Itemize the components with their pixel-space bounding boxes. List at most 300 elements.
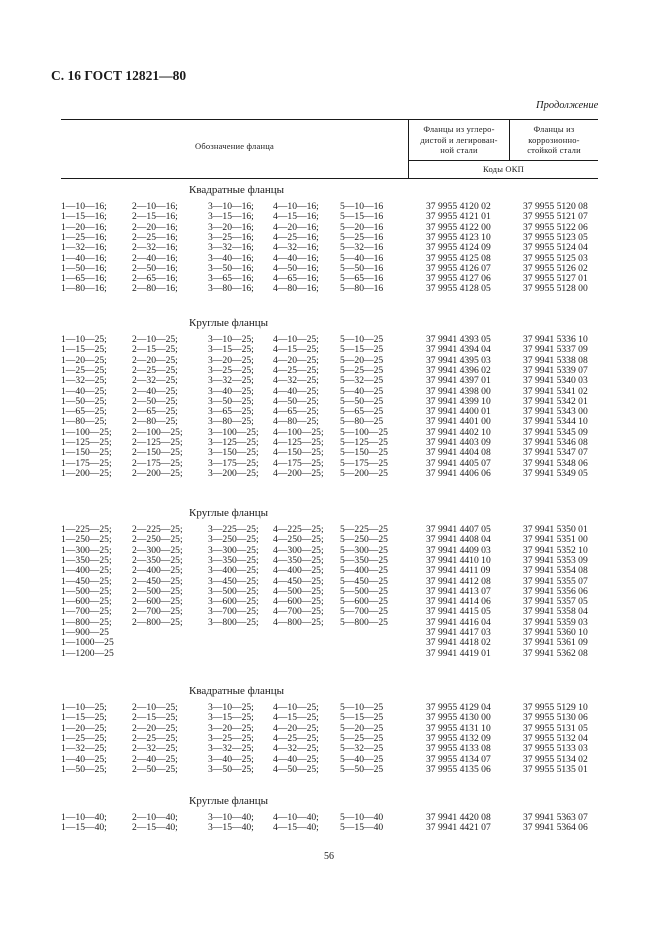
flange-designation: 5—250—25 (340, 534, 388, 546)
flange-designation: 5—65—25 (340, 406, 384, 418)
flange-designation: 5—600—25 (340, 596, 388, 608)
okp-code-carbon: 37 9955 4123 10 (426, 231, 491, 243)
header-okp-codes: Коды ОКП (483, 164, 524, 174)
okp-code-carbon: 37 9941 4420 08 (426, 812, 491, 823)
flange-designation: 2—20—16; (132, 221, 178, 233)
flange-designation: 4—50—25; (273, 395, 319, 407)
flange-designation: 1—125—25; (61, 437, 112, 448)
table-row (0, 243, 661, 253)
okp-code-carbon: 37 9955 4126 07 (426, 262, 491, 274)
okp-code-carbon: 37 9955 4120 02 (426, 201, 491, 212)
flange-designation: 1—225—25; (61, 524, 112, 535)
continued-label: Продолжение (536, 100, 599, 111)
flange-designation: 3—32—25; (208, 743, 254, 755)
flange-designation: 2—100—25; (132, 426, 183, 438)
flange-designation: 5—25—25 (340, 732, 384, 744)
flange-designation: 4—600—25; (273, 596, 324, 608)
flange-designation: 1—50—25; (61, 763, 107, 775)
section-title: Квадратные фланцы (189, 685, 285, 697)
okp-code-carbon: 37 9941 4419 01 (426, 647, 491, 659)
flange-designation: 1—700—25; (61, 606, 112, 618)
flange-designation: 1—10—16; (61, 201, 107, 212)
flange-designation: 5—15—25 (340, 344, 384, 356)
okp-code-carbon: 37 9955 4127 06 (426, 273, 491, 285)
okp-code-carbon: 37 9941 4406 06 (426, 467, 491, 479)
okp-code-carbon: 37 9941 4396 02 (426, 364, 491, 376)
flange-designation: 1—15—25; (61, 712, 107, 724)
flange-designation: 1—900—25 (61, 627, 109, 638)
flange-designation: 4—50—25; (273, 763, 319, 775)
okp-code-carbon: 37 9941 4408 04 (426, 534, 491, 546)
okp-code-stainless: 37 9941 5364 06 (523, 822, 588, 834)
flange-designation: 2—80—16; (132, 283, 178, 295)
flange-designation: 2—40—25; (132, 385, 178, 397)
flange-designation: 1—350—25; (61, 554, 112, 566)
flange-designation: 5—32—25 (340, 375, 384, 387)
flange-designation: 2—20—25; (132, 722, 178, 734)
okp-code-stainless: 37 9955 5125 03 (523, 252, 588, 264)
flange-designation: 5—80—25 (340, 416, 384, 428)
flange-designation: 2—32—25; (132, 375, 178, 387)
page-number: 56 (324, 851, 334, 862)
flange-designation: 5—175—25 (340, 457, 388, 469)
flange-designation: 3—65—16; (208, 273, 254, 285)
table-codes-rule (408, 160, 598, 161)
flange-designation: 3—80—25; (208, 416, 254, 428)
okp-code-carbon: 37 9941 4407 05 (426, 524, 491, 535)
flange-designation: 1—10—25; (61, 702, 107, 713)
flange-designation: 1—100—25; (61, 426, 112, 438)
flange-designation: 5—50—25 (340, 395, 384, 407)
flange-designation: 4—65—25; (273, 406, 319, 418)
flange-designation: 2—80—25; (132, 416, 178, 428)
flange-designation: 5—400—25 (340, 565, 388, 577)
flange-designation: 2—25—25; (132, 364, 178, 376)
okp-code-stainless: 37 9941 5337 09 (523, 344, 588, 356)
flange-designation: 2—10—40; (132, 812, 178, 823)
okp-code-carbon: 37 9941 4398 00 (426, 385, 491, 397)
flange-designation: 1—25—25; (61, 732, 107, 744)
flange-designation: 4—400—25; (273, 565, 324, 577)
okp-code-stainless: 37 9941 5347 07 (523, 447, 588, 459)
flange-designation: 5—40—16 (340, 252, 384, 264)
flange-designation: 4—20—16; (273, 221, 319, 233)
okp-code-stainless: 37 9941 5359 03 (523, 616, 588, 628)
okp-code-stainless: 37 9941 5352 10 (523, 544, 588, 556)
flange-designation: 5—20—16 (340, 221, 384, 233)
flange-designation: 4—350—25; (273, 554, 324, 566)
table-row (0, 284, 661, 294)
flange-designation: 2—25—16; (132, 231, 178, 243)
okp-code-carbon: 37 9941 4399 10 (426, 395, 491, 407)
okp-code-stainless: 37 9955 5122 06 (523, 221, 588, 233)
okp-code-carbon: 37 9955 4121 01 (426, 211, 491, 223)
flange-designation: 4—175—25; (273, 457, 324, 469)
flange-designation: 3—400—25; (208, 565, 259, 577)
flange-designation: 1—300—25; (61, 544, 112, 556)
flange-designation: 3—20—25; (208, 722, 254, 734)
flange-designation: 4—80—25; (273, 416, 319, 428)
flange-designation: 1—1200—25 (61, 647, 114, 659)
okp-code-carbon: 37 9955 4132 09 (426, 732, 491, 744)
flange-designation: 3—50—25; (208, 763, 254, 775)
okp-code-carbon: 37 9941 4397 01 (426, 375, 491, 387)
okp-code-carbon: 37 9941 4421 07 (426, 822, 491, 834)
flange-designation: 5—15—25 (340, 712, 384, 724)
header-carbon-steel (409, 124, 509, 156)
flange-designation: 3—225—25; (208, 524, 259, 535)
okp-code-stainless: 37 9941 5350 01 (523, 524, 588, 535)
flange-designation: 4—15—25; (273, 712, 319, 724)
flange-designation: 5—25—25 (340, 364, 384, 376)
okp-code-carbon: 37 9955 4129 04 (426, 702, 491, 713)
okp-code-stainless: 37 9941 5355 07 (523, 575, 588, 587)
flange-designation: 1—500—25; (61, 585, 112, 597)
flange-designation: 3—15—16; (208, 211, 254, 223)
okp-code-stainless: 37 9955 5120 08 (523, 201, 588, 212)
flange-designation: 2—10—16; (132, 201, 178, 212)
okp-code-carbon: 37 9941 4409 03 (426, 544, 491, 556)
okp-code-carbon: 37 9955 4135 06 (426, 763, 491, 775)
flange-designation: 2—20—25; (132, 354, 178, 366)
okp-code-carbon: 37 9955 4125 08 (426, 252, 491, 264)
okp-code-stainless: 37 9941 5354 08 (523, 565, 588, 577)
flange-designation: 5—50—16 (340, 262, 384, 274)
flange-designation: 3—10—25; (208, 702, 254, 713)
flange-designation: 2—50—16; (132, 262, 178, 274)
flange-designation: 4—32—25; (273, 375, 319, 387)
flange-designation: 4—200—25; (273, 467, 324, 479)
okp-code-carbon: 37 9955 4133 08 (426, 743, 491, 755)
flange-designation: 3—15—25; (208, 712, 254, 724)
flange-designation: 5—10—40 (340, 812, 384, 823)
flange-designation: 4—15—25; (273, 344, 319, 356)
header-stainless-line-1: Фланцы из (533, 124, 575, 134)
flange-designation: 4—32—16; (273, 242, 319, 254)
flange-designation: 2—32—25; (132, 743, 178, 755)
okp-code-stainless: 37 9955 5133 03 (523, 743, 588, 755)
flange-designation: 4—15—16; (273, 211, 319, 223)
flange-designation: 3—25—25; (208, 732, 254, 744)
flange-designation: 2—25—25; (132, 732, 178, 744)
flange-designation: 3—65—25; (208, 406, 254, 418)
table-row (0, 469, 661, 479)
flange-designation: 3—15—40; (208, 822, 254, 834)
flange-designation: 2—10—25; (132, 334, 178, 345)
okp-code-stainless: 37 9941 5345 09 (523, 426, 588, 438)
flange-designation: 2—40—16; (132, 252, 178, 264)
flange-designation: 3—25—25; (208, 364, 254, 376)
flange-designation: 3—10—40; (208, 812, 254, 823)
header-carbon-line-1: Фланцы из углеро- (423, 124, 495, 134)
flange-designation: 1—175—25; (61, 457, 112, 469)
okp-code-carbon: 37 9941 4402 10 (426, 426, 491, 438)
flange-designation: 2—450—25; (132, 575, 183, 587)
flange-designation: 5—225—25 (340, 524, 388, 535)
flange-designation: 5—150—25 (340, 447, 388, 459)
flange-designation: 1—20—16; (61, 221, 107, 233)
flange-designation: 4—450—25; (273, 575, 324, 587)
flange-designation: 4—125—25; (273, 437, 324, 448)
flange-designation: 3—40—25; (208, 385, 254, 397)
flange-designation: 1—600—25; (61, 596, 112, 608)
okp-code-carbon: 37 9941 4418 02 (426, 637, 491, 649)
flange-designation: 4—25—16; (273, 231, 319, 243)
okp-code-stainless: 37 9955 5130 06 (523, 712, 588, 724)
flange-designation: 1—32—25; (61, 375, 107, 387)
flange-designation: 4—300—25; (273, 544, 324, 556)
okp-code-stainless: 37 9941 5363 07 (523, 812, 588, 823)
flange-designation: 3—450—25; (208, 575, 259, 587)
flange-designation: 2—400—25; (132, 565, 183, 577)
flange-designation: 4—10—25; (273, 702, 319, 713)
flange-designation: 2—250—25; (132, 534, 183, 546)
okp-code-stainless: 37 9941 5336 10 (523, 334, 588, 345)
flange-designation: 5—800—25 (340, 616, 388, 628)
flange-designation: 1—250—25; (61, 534, 112, 546)
flange-designation: 1—1000—25 (61, 637, 114, 649)
flange-designation: 2—150—25; (132, 447, 183, 459)
flange-designation: 3—10—16; (208, 201, 254, 212)
flange-designation: 1—32—25; (61, 743, 107, 755)
flange-designation: 5—25—16 (340, 231, 384, 243)
okp-code-carbon: 37 9941 4415 05 (426, 606, 491, 618)
okp-code-carbon: 37 9941 4394 04 (426, 344, 491, 356)
flange-designation: 4—10—25; (273, 334, 319, 345)
flange-designation: 5—65—16 (340, 273, 384, 285)
flange-designation: 2—65—16; (132, 273, 178, 285)
flange-designation: 1—40—25; (61, 385, 107, 397)
flange-designation: 4—25—25; (273, 364, 319, 376)
flange-designation: 5—10—25 (340, 334, 384, 345)
table-row (0, 744, 661, 754)
flange-designation: 1—32—16; (61, 242, 107, 254)
okp-code-stainless: 37 9941 5341 02 (523, 385, 588, 397)
okp-code-carbon: 37 9955 4131 10 (426, 722, 491, 734)
flange-designation: 2—32—16; (132, 242, 178, 254)
okp-code-stainless: 37 9955 5124 04 (523, 242, 588, 254)
flange-designation: 4—250—25; (273, 534, 324, 546)
okp-code-carbon: 37 9941 4401 00 (426, 416, 491, 428)
flange-designation: 2—50—25; (132, 763, 178, 775)
okp-code-stainless: 37 9941 5342 01 (523, 395, 588, 407)
okp-code-carbon: 37 9941 4410 10 (426, 554, 491, 566)
flange-designation: 5—15—16 (340, 211, 384, 223)
flange-designation: 1—20—25; (61, 354, 107, 366)
flange-designation: 1—65—16; (61, 273, 107, 285)
header-carbon-line-3: ной стали (440, 145, 478, 155)
flange-designation: 3—50—16; (208, 262, 254, 274)
flange-designation: 5—700—25 (340, 606, 388, 618)
flange-designation: 3—25—16; (208, 231, 254, 243)
flange-designation: 4—800—25; (273, 616, 324, 628)
flange-designation: 2—15—40; (132, 822, 178, 834)
table-row (0, 649, 661, 659)
okp-code-carbon: 37 9941 4416 04 (426, 616, 491, 628)
flange-designation: 2—50—25; (132, 395, 178, 407)
okp-code-stainless: 37 9941 5349 05 (523, 467, 588, 479)
flange-designation: 5—50—25 (340, 763, 384, 775)
flange-designation: 3—250—25; (208, 534, 259, 546)
flange-designation: 4—65—16; (273, 273, 319, 285)
okp-code-stainless: 37 9955 5126 02 (523, 262, 588, 274)
flange-designation: 1—40—16; (61, 252, 107, 264)
flange-designation: 3—15—25; (208, 344, 254, 356)
flange-designation: 4—700—25; (273, 606, 324, 618)
okp-code-stainless: 37 9941 5358 04 (523, 606, 588, 618)
okp-code-stainless: 37 9941 5361 09 (523, 637, 588, 649)
flange-designation: 4—15—40; (273, 822, 319, 834)
flange-designation: 5—20—25 (340, 354, 384, 366)
okp-code-stainless: 37 9955 5131 05 (523, 722, 588, 734)
okp-code-carbon: 37 9955 4130 00 (426, 712, 491, 724)
flange-designation: 4—20—25; (273, 722, 319, 734)
flange-designation: 2—300—25; (132, 544, 183, 556)
okp-code-carbon: 37 9955 4122 00 (426, 221, 491, 233)
okp-code-carbon: 37 9955 4124 09 (426, 242, 491, 254)
flange-designation: 3—10—25; (208, 334, 254, 345)
flange-designation: 1—80—16; (61, 283, 107, 295)
flange-designation: 3—500—25; (208, 585, 259, 597)
table-header-bottom-rule (61, 178, 598, 179)
flange-designation: 5—20—25 (340, 722, 384, 734)
flange-designation: 3—350—25; (208, 554, 259, 566)
flange-designation: 2—500—25; (132, 585, 183, 597)
header-stainless-steel (510, 124, 598, 156)
flange-designation: 1—150—25; (61, 447, 112, 459)
okp-code-carbon: 37 9955 4128 05 (426, 283, 491, 295)
section-title: Круглые фланцы (189, 795, 269, 807)
flange-designation: 1—15—40; (61, 822, 107, 834)
flange-designation: 3—700—25; (208, 606, 259, 618)
flange-designation: 1—10—40; (61, 812, 107, 823)
flange-designation: 3—40—16; (208, 252, 254, 264)
flange-designation: 4—10—40; (273, 812, 319, 823)
flange-designation: 4—32—25; (273, 743, 319, 755)
flange-designation: 4—40—16; (273, 252, 319, 264)
flange-designation: 2—175—25; (132, 457, 183, 469)
table-row (0, 566, 661, 576)
flange-designation: 5—10—25 (340, 702, 384, 713)
okp-code-carbon: 37 9941 4403 09 (426, 437, 491, 448)
flange-designation: 4—10—16; (273, 201, 319, 212)
flange-designation: 1—80—25; (61, 416, 107, 428)
okp-code-stainless: 37 9955 5134 02 (523, 753, 588, 765)
flange-designation: 3—32—16; (208, 242, 254, 254)
flange-designation: 5—125—25 (340, 437, 388, 448)
flange-designation: 2—10—25; (132, 702, 178, 713)
flange-designation: 5—32—25 (340, 743, 384, 755)
flange-designation: 4—50—16; (273, 262, 319, 274)
flange-designation: 2—225—25; (132, 524, 183, 535)
flange-designation: 4—20—25; (273, 354, 319, 366)
flange-designation: 1—25—16; (61, 231, 107, 243)
okp-code-stainless: 37 9941 5343 00 (523, 406, 588, 418)
flange-designation: 4—150—25; (273, 447, 324, 459)
flange-designation: 2—800—25; (132, 616, 183, 628)
flange-designation: 5—32—16 (340, 242, 384, 254)
flange-designation: 5—100—25 (340, 426, 388, 438)
okp-code-stainless: 37 9941 5360 10 (523, 627, 588, 638)
flange-designation: 5—80—16 (340, 283, 384, 295)
okp-code-stainless: 37 9941 5351 00 (523, 534, 588, 546)
header-designation: Обозначение фланца (195, 141, 274, 151)
flange-designation: 1—450—25; (61, 575, 112, 587)
flange-designation: 3—150—25; (208, 447, 259, 459)
flange-designation: 5—450—25 (340, 575, 388, 587)
flange-designation: 1—400—25; (61, 565, 112, 577)
flange-designation: 3—200—25; (208, 467, 259, 479)
okp-code-stainless: 37 9941 5362 08 (523, 647, 588, 659)
flange-designation: 4—40—25; (273, 385, 319, 397)
flange-designation: 2—40—25; (132, 753, 178, 765)
header-stainless-line-2: коррозионно- (528, 134, 580, 145)
header-carbon-line-2: дистой и легирован- (420, 134, 498, 145)
flange-designation: 5—200—25 (340, 467, 388, 479)
flange-designation: 5—40—25 (340, 385, 384, 397)
header-stainless-line-3: стойкой стали (527, 145, 581, 155)
table-row (0, 765, 661, 775)
okp-code-stainless: 37 9955 5127 01 (523, 273, 588, 285)
flange-designation: 5—15—40 (340, 822, 384, 834)
flange-designation: 3—300—25; (208, 544, 259, 556)
flange-designation: 1—40—25; (61, 753, 107, 765)
okp-code-stainless: 37 9941 5357 05 (523, 596, 588, 608)
flange-designation: 1—800—25; (61, 616, 112, 628)
okp-code-carbon: 37 9941 4417 03 (426, 627, 491, 638)
table-row (0, 823, 661, 833)
okp-code-carbon: 37 9941 4413 07 (426, 585, 491, 597)
section-title: Круглые фланцы (189, 507, 269, 519)
section-title: Квадратные фланцы (189, 184, 285, 196)
table-top-rule (61, 119, 598, 120)
flange-designation: 4—500—25; (273, 585, 324, 597)
flange-designation: 3—175—25; (208, 457, 259, 469)
okp-code-carbon: 37 9941 4393 05 (426, 334, 491, 345)
flange-designation: 1—20—25; (61, 722, 107, 734)
okp-code-stainless: 37 9941 5339 07 (523, 364, 588, 376)
flange-designation: 1—50—25; (61, 395, 107, 407)
flange-designation: 2—15—25; (132, 344, 178, 356)
okp-code-stainless: 37 9941 5346 08 (523, 437, 588, 448)
okp-code-stainless: 37 9941 5338 08 (523, 354, 588, 366)
flange-designation: 4—40—25; (273, 753, 319, 765)
okp-code-stainless: 37 9955 5121 07 (523, 211, 588, 223)
okp-code-stainless: 37 9955 5132 04 (523, 732, 588, 744)
flange-designation: 3—800—25; (208, 616, 259, 628)
okp-code-carbon: 37 9941 4400 01 (426, 406, 491, 418)
flange-designation: 5—40—25 (340, 753, 384, 765)
okp-code-carbon: 37 9941 4411 09 (426, 565, 491, 577)
flange-designation: 1—25—25; (61, 364, 107, 376)
okp-code-carbon: 37 9955 4134 07 (426, 753, 491, 765)
flange-designation: 4—100—25; (273, 426, 324, 438)
flange-designation: 2—65—25; (132, 406, 178, 418)
okp-code-carbon: 37 9941 4395 03 (426, 354, 491, 366)
okp-code-stainless: 37 9955 5129 10 (523, 702, 588, 713)
flange-designation: 2—15—25; (132, 712, 178, 724)
flange-designation: 3—80—16; (208, 283, 254, 295)
flange-designation: 1—15—16; (61, 211, 107, 223)
flange-designation: 5—500—25 (340, 585, 388, 597)
section-title: Круглые фланцы (189, 317, 269, 329)
flange-designation: 2—15—16; (132, 211, 178, 223)
flange-designation: 5—350—25 (340, 554, 388, 566)
flange-designation: 3—125—25; (208, 437, 259, 448)
flange-designation: 2—200—25; (132, 467, 183, 479)
okp-code-stainless: 37 9941 5356 06 (523, 585, 588, 597)
okp-code-stainless: 37 9955 5123 05 (523, 231, 588, 243)
